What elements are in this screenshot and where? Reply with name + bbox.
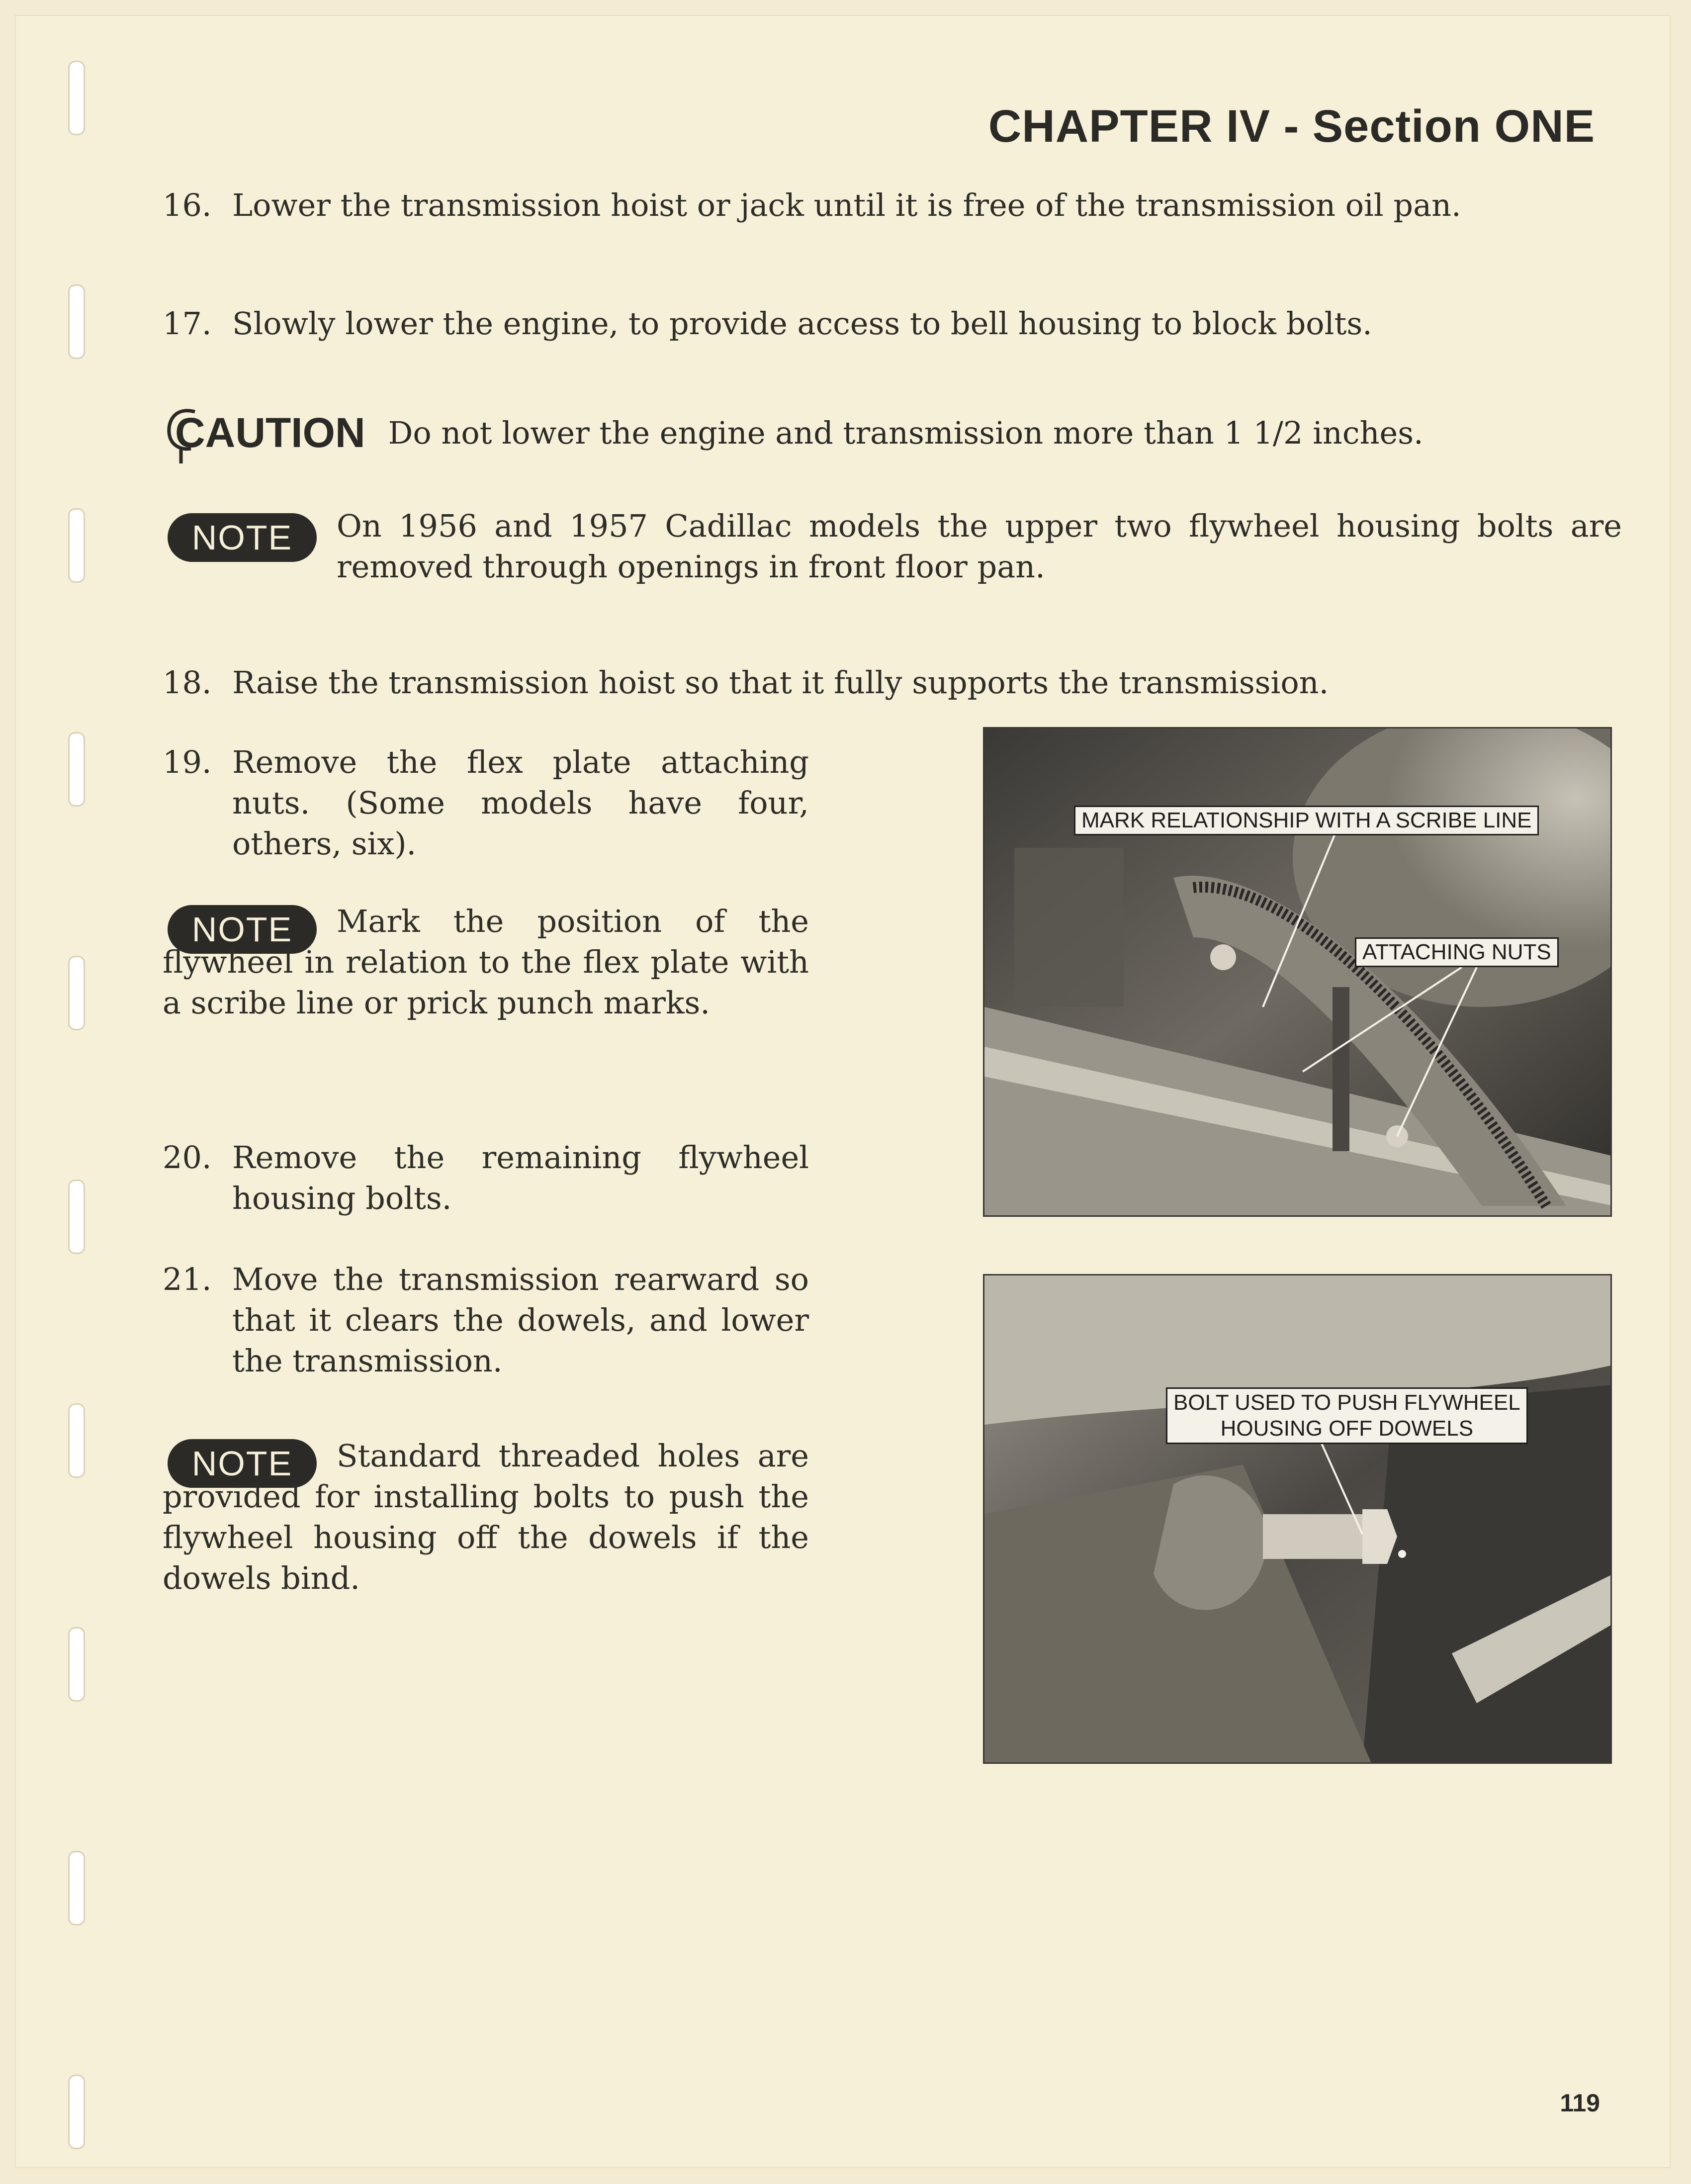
step-number: 21. <box>163 1261 212 1297</box>
caution-label: CAUTION <box>175 409 365 457</box>
step-number: 20. <box>163 1139 212 1176</box>
note-1-text: On 1956 and 1957 Cadillac models the upper two flywheel housing bolts are removed through openings in front floor pan. <box>337 508 1622 585</box>
flex-plate-photo-image <box>984 728 1612 1217</box>
photo-label: BOLT USED TO PUSH FLYWHEEL HOUSING OFF DOWELS <box>1166 1387 1528 1444</box>
step-text: Remove the flex plate attaching nuts. (Some models have four, others, six). <box>232 744 809 862</box>
note-badge: NOTE <box>168 1439 317 1488</box>
step-text: Slowly lower the engine, to provide access to bell housing to block bolts. <box>232 305 1372 342</box>
page-number: 119 <box>1560 2089 1600 2117</box>
step-21 <box>163 1259 809 1381</box>
caution-block <box>175 409 1622 457</box>
step-number: 17. <box>163 305 212 342</box>
step-number: 18. <box>163 664 212 701</box>
caution-hook-icon <box>166 405 203 464</box>
step-number: 19. <box>163 744 212 780</box>
note-3-text: Standard threaded holes are provided for installing bolts to push the flywheel housing off the dowels if the dowels bind. <box>163 1438 809 1596</box>
step-text: Move the transmission rearward so that it clears the dowels, and lower the transmission. <box>232 1261 809 1379</box>
binding-holes <box>68 61 98 2149</box>
photo-label: ATTACHING NUTS <box>1355 937 1559 967</box>
photo-label: MARK RELATIONSHIP WITH A SCRIBE LINE <box>1074 806 1539 835</box>
step-18 <box>163 662 1622 703</box>
caution-text: Do not lower the engine and transmission more than 1 1/2 inches. <box>388 415 1424 451</box>
note-badge: NOTE <box>168 905 317 954</box>
note-2-text: Mark the position of the flywheel in relation to the flex plate with a scribe line or prick punch marks. <box>163 903 809 1021</box>
photo-flex-plate <box>983 727 1612 1217</box>
step-20 <box>163 1137 809 1219</box>
step-text: Remove the remaining flywheel housing bolts. <box>232 1139 809 1216</box>
step-text: Raise the transmission hoist so that it fully supports the transmission. <box>232 664 1329 701</box>
photo-dowel-bolt <box>983 1274 1612 1764</box>
step-19 <box>163 742 809 864</box>
dowel-bolt-photo-image <box>984 1275 1612 1764</box>
manual-page <box>15 15 1671 2168</box>
note-badge: NOTE <box>168 513 317 562</box>
step-16 <box>163 185 1622 226</box>
step-17 <box>163 303 1622 344</box>
step-number: 16. <box>163 187 212 223</box>
step-text: Lower the transmission hoist or jack until it is free of the transmission oil pan. <box>232 187 1461 223</box>
chapter-heading: CHAPTER IV - Section ONE <box>988 101 1595 152</box>
